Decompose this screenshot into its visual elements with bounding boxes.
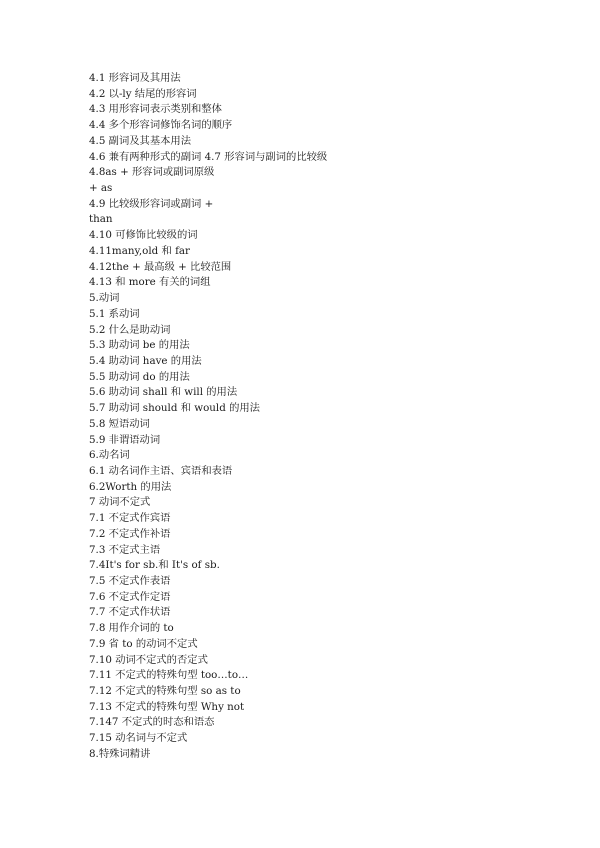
toc-line: 7.1 不定式作宾语 xyxy=(89,512,171,525)
toc-line: 8.特殊词精讲 xyxy=(89,747,151,760)
toc-line: 5.8 短语动词 xyxy=(89,417,150,430)
toc-line: 4.10 可修饰比较级的词 xyxy=(89,229,198,242)
toc-line: 4.8as + 形容词或副词原级 xyxy=(89,166,215,179)
toc-line: 7.5 不定式作表语 xyxy=(89,575,171,587)
toc-line: 7.8 用作介词的 to xyxy=(89,622,174,635)
toc-line: 5.7 助动词 should 和 would 的用法 xyxy=(89,402,260,415)
toc-line: 7.2 不定式作补语 xyxy=(89,527,171,540)
toc-line: 7.147 不定式的时态和语态 xyxy=(89,716,215,729)
toc-line: 5.1 系动词 xyxy=(89,307,140,320)
toc-line: 7.13 不定式的特殊句型 Why not xyxy=(89,700,245,713)
toc-line: 4.1 形容词及其用法 xyxy=(89,72,181,84)
toc-line: 5.2 什么是助动词 xyxy=(89,323,171,336)
toc-line: 7.4It's for sb.和 It's of sb. xyxy=(89,559,220,572)
toc-line: 7.9 省 to 的动词不定式 xyxy=(89,637,198,650)
toc-line: 4.11many,old 和 far xyxy=(89,244,190,257)
toc-line: 4.2 以-ly 结尾的形容词 xyxy=(89,87,197,100)
toc-line: 6.2Worth 的用法 xyxy=(89,480,172,493)
toc-line: 5.4 助动词 have 的用法 xyxy=(89,354,202,367)
toc-line: 5.5 助动词 do 的用法 xyxy=(89,370,190,383)
toc-line: 4.9 比较级形容词或副词 + xyxy=(89,197,214,210)
toc-line: 4.3 用形容词表示类别和整体 xyxy=(89,103,222,116)
table-of-contents xyxy=(89,71,559,763)
toc-line: 4.6 兼有两种形式的副词 4.7 形容词与副词的比较级 xyxy=(89,150,328,163)
toc-line: 7.10 动词不定式的否定式 xyxy=(89,653,208,666)
toc-line: 4.5 副词及其基本用法 xyxy=(89,134,192,147)
toc-line: 6.1 动名词作主语、宾语和表语 xyxy=(89,464,233,477)
toc-line: 5.动词 xyxy=(89,292,120,305)
toc-line: 4.4 多个形容词修饰名词的顺序 xyxy=(89,119,233,132)
toc-line: 7.12 不定式的特殊句型 so as to xyxy=(89,685,241,698)
toc-line: 7.6 不定式作定语 xyxy=(89,590,171,603)
toc-line: + as xyxy=(89,182,113,195)
toc-line: 7.11 不定式的特殊句型 too…to… xyxy=(89,669,249,682)
toc-line: than xyxy=(89,213,113,226)
toc-line: 4.13 和 more 有关的词组 xyxy=(89,276,211,289)
toc-line: 7.7 不定式作状语 xyxy=(89,606,171,619)
toc-line: 6.动名词 xyxy=(89,449,130,462)
toc-line: 5.9 非谓语动词 xyxy=(89,433,161,446)
toc-line: 4.12the + 最高级 + 比较范围 xyxy=(89,260,232,273)
toc-line: 7.15 动名词与不定式 xyxy=(89,732,188,745)
toc-line: 5.3 助动词 be 的用法 xyxy=(89,339,190,352)
toc-line: 5.6 助动词 shall 和 will 的用法 xyxy=(89,386,238,399)
toc-line: 7.3 不定式主语 xyxy=(89,543,161,556)
toc-line: 7 动词不定式 xyxy=(89,496,151,509)
